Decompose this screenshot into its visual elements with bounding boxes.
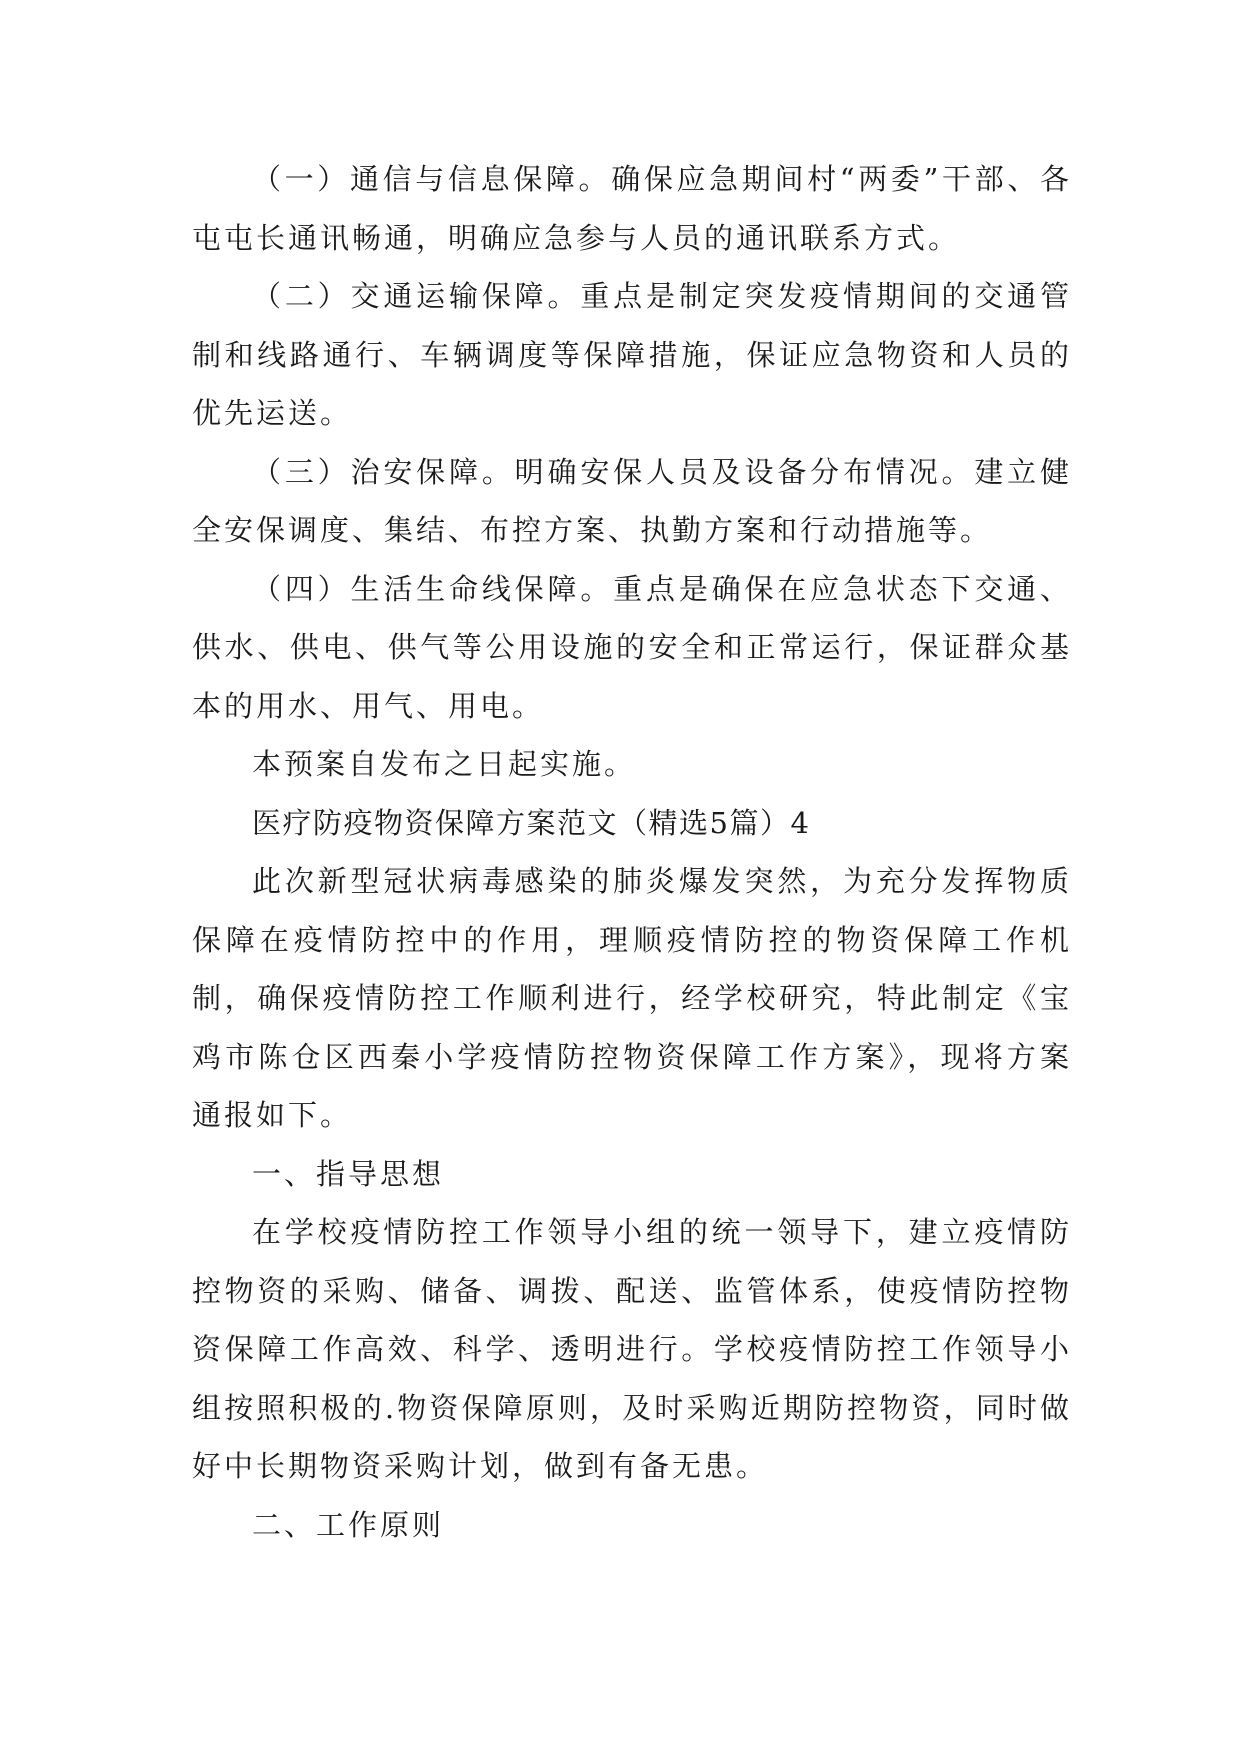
paragraph-guiding-ideology: 在学校疫情防控工作领导小组的统一领导下，建立疫情防控物资的采购、储备、调拨、配送、监管体系，使疫情防控物资保障工作高效、科学、透明进行。学校疫情防控工作领导小组按照积极的.物资保障原则，及时采购近期防控物资，同时做好中长期物资采购计划，做到有备无患。 (192, 1215, 1072, 1483)
paragraph-lifeline-guarantee: （四）生活生命线保障。重点是确保在应急状态下交通、供水、供电、供气等公用设施的安全和正常运行，保证群众基本的用水、用气、用电。 (192, 571, 1072, 723)
paragraph-security-guarantee: （三）治安保障。明确安保人员及设备分布情况。建立健全安保调度、集结、布控方案、执勤方案和行动措施等。 (192, 454, 1072, 547)
heading-working-principles: 二、工作原则 (252, 1507, 445, 1542)
paragraph-communication-guarantee: （一）通信与信息保障。确保应急期间村“两委”干部、各屯屯长通讯畅通，明确应急参与人员的通讯联系方式。 (192, 162, 1072, 255)
heading-guiding-ideology: 一、指导思想 (252, 1156, 445, 1191)
paragraph-transport-guarantee: （二）交通运输保障。重点是制定突发疫情期间的交通管制和线路通行、车辆调度等保障措施，保证应急物资和人员的优先运送。 (192, 279, 1072, 430)
paragraph-effective-date: 本预案自发布之日起实施。 (252, 747, 637, 781)
paragraph-intro: 此次新型冠状病毒感染的肺炎爆发突然，为充分发挥物质保障在疫情防控中的作用，理顺疫情防控的物资保障工作机制，确保疫情防控工作顺利进行，经学校研究，特此制定《宝鸡市陈仓区西秦小学疫情防控物资保障工作方案》，现将方案通报如下。 (192, 864, 1072, 1132)
section-title: 医疗防疫物资保障方案范文（精选5篇）4 (252, 805, 811, 840)
document-body (192, 150, 1072, 1554)
